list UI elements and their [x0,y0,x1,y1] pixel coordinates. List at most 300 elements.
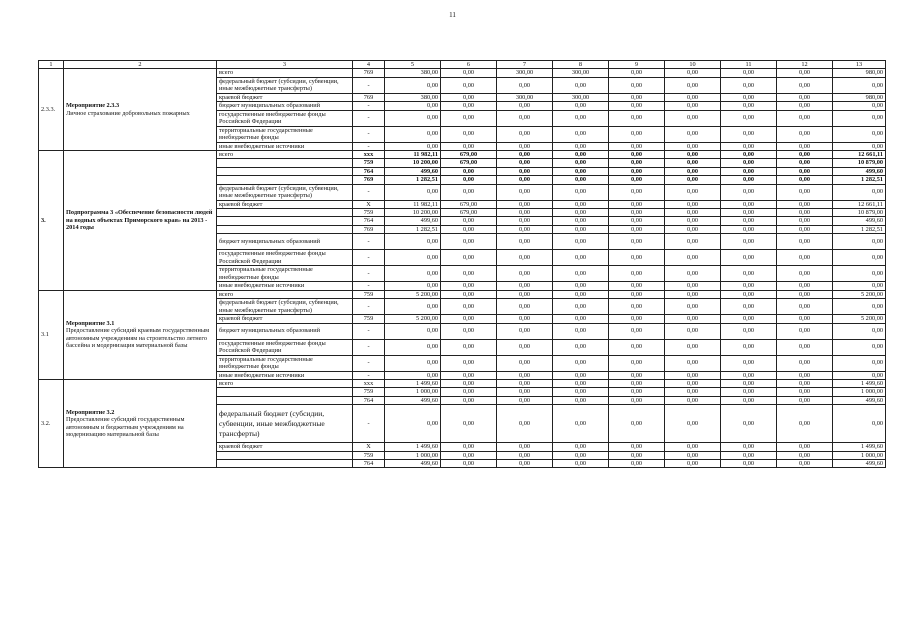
funding-source: государственные внебюджетные фонды Российской Федерации [217,110,353,126]
amount-cell: 0,00 [609,217,665,225]
header-row [39,61,886,69]
amount-cell: 499,60 [833,217,886,225]
column-number: 13 [833,61,886,69]
amount-cell: 1 282,51 [385,225,441,233]
amount-cell: 0,00 [385,184,441,200]
funding-source: иные внебюджетные источники [217,282,353,290]
budget-code: 759 [353,290,385,298]
budget-code: - [353,371,385,379]
budget-code: - [353,142,385,150]
amount-cell: 0,00 [665,200,721,208]
funding-source: федеральный бюджет (субсидии, субвенции, иные межбюджетные трансферты) [217,405,353,443]
item-title: Мероприятие 3.2 [66,408,115,416]
amount-cell: 0,00 [777,290,833,298]
amount-cell: 0,00 [665,225,721,233]
amount-cell: 0,00 [553,77,609,93]
funding-source: иные внебюджетные источники [217,371,353,379]
budget-code: 759 [353,209,385,217]
amount-cell: 1 499,60 [385,443,441,451]
amount-cell: 0,00 [609,459,665,467]
amount-cell: 1 282,51 [833,176,886,184]
amount-cell: 0,00 [609,379,665,387]
column-number: 6 [441,61,497,69]
amount-cell: 0,00 [777,371,833,379]
item-number: 3. [39,151,64,291]
amount-cell: 0,00 [553,234,609,250]
amount-cell: 300,00 [497,93,553,101]
amount-cell: 300,00 [553,93,609,101]
amount-cell: 0,00 [665,217,721,225]
amount-cell: 0,00 [553,225,609,233]
amount-cell: 0,00 [777,200,833,208]
amount-cell: 0,00 [553,126,609,142]
amount-cell: 12 661,11 [833,151,886,159]
amount-cell: 0,00 [497,159,553,167]
amount-cell: 0,00 [609,159,665,167]
amount-cell: 0,00 [441,371,497,379]
amount-cell: 0,00 [553,217,609,225]
funding-source: федеральный бюджет (субсидии, субвенции, иные межбюджетные трансферты) [217,299,353,315]
amount-cell: 0,00 [833,339,886,355]
amount-cell: 0,00 [721,159,777,167]
amount-cell: 12 661,11 [833,200,886,208]
amount-cell: 0,00 [721,93,777,101]
amount-cell: 0,00 [553,110,609,126]
amount-cell: 0,00 [721,299,777,315]
amount-cell: 0,00 [497,142,553,150]
amount-cell: 679,00 [441,159,497,167]
amount-cell: 0,00 [777,142,833,150]
amount-cell: 0,00 [609,451,665,459]
amount-cell: 0,00 [553,371,609,379]
amount-cell: 0,00 [441,225,497,233]
amount-cell: 0,00 [721,126,777,142]
column-number: 1 [39,61,64,69]
amount-cell: 0,00 [385,282,441,290]
amount-cell: 0,00 [609,209,665,217]
amount-cell: 0,00 [777,69,833,77]
amount-cell: 10 200,00 [385,209,441,217]
amount-cell: 0,00 [833,234,886,250]
amount-cell: 10 200,00 [385,159,441,167]
amount-cell: 0,00 [497,323,553,339]
column-number: 5 [385,61,441,69]
amount-cell: 0,00 [553,379,609,387]
amount-cell: 0,00 [833,282,886,290]
amount-cell: 1 000,00 [385,451,441,459]
amount-cell: 0,00 [497,250,553,266]
amount-cell: 0,00 [441,282,497,290]
amount-cell: 0,00 [721,176,777,184]
amount-cell: 499,60 [833,459,886,467]
item-description: Личное страхование добровольных пожарных [66,109,190,117]
amount-cell: 0,00 [665,234,721,250]
amount-cell: 0,00 [777,110,833,126]
amount-cell: 0,00 [385,323,441,339]
amount-cell: 0,00 [385,77,441,93]
table-row [39,69,886,77]
amount-cell: 0,00 [609,405,665,443]
amount-cell: 0,00 [441,234,497,250]
amount-cell: 0,00 [441,176,497,184]
budget-code: - [353,299,385,315]
funding-source [217,209,353,217]
amount-cell: 0,00 [777,339,833,355]
amount-cell: 0,00 [665,167,721,175]
amount-cell: 0,00 [665,93,721,101]
amount-cell: 0,00 [721,396,777,404]
amount-cell: 0,00 [721,102,777,110]
funding-source [217,176,353,184]
amount-cell: 0,00 [553,388,609,396]
amount-cell: 0,00 [441,110,497,126]
column-number: 11 [721,61,777,69]
amount-cell: 0,00 [553,250,609,266]
amount-cell: 0,00 [721,266,777,282]
column-number: 7 [497,61,553,69]
amount-cell: 0,00 [497,299,553,315]
amount-cell: 1 282,51 [833,225,886,233]
amount-cell: 0,00 [609,396,665,404]
funding-source: всего [217,151,353,159]
amount-cell: 0,00 [833,250,886,266]
amount-cell: 0,00 [609,250,665,266]
amount-cell: 0,00 [721,200,777,208]
funding-source: всего [217,69,353,77]
amount-cell: 0,00 [721,142,777,150]
amount-cell: 0,00 [665,388,721,396]
amount-cell: 0,00 [721,110,777,126]
amount-cell: 0,00 [609,339,665,355]
amount-cell: 0,00 [553,176,609,184]
amount-cell: 0,00 [441,217,497,225]
amount-cell: 0,00 [721,69,777,77]
amount-cell: 499,60 [385,396,441,404]
amount-cell: 0,00 [721,225,777,233]
budget-code: - [353,102,385,110]
item-number: 3.1 [39,290,64,379]
amount-cell: 1 000,00 [833,451,886,459]
amount-cell: 0,00 [441,142,497,150]
amount-cell: 0,00 [497,451,553,459]
budget-code: - [353,234,385,250]
amount-cell: 0,00 [609,93,665,101]
amount-cell: 0,00 [385,266,441,282]
amount-cell: 0,00 [497,290,553,298]
amount-cell: 0,00 [721,405,777,443]
amount-cell: 0,00 [609,184,665,200]
funding-source [217,159,353,167]
funding-source [217,225,353,233]
amount-cell: 0,00 [385,371,441,379]
amount-cell: 0,00 [497,102,553,110]
amount-cell: 0,00 [665,451,721,459]
amount-cell: 0,00 [665,459,721,467]
amount-cell: 0,00 [721,379,777,387]
budget-code: - [353,405,385,443]
budget-code: xxx [353,379,385,387]
amount-cell: 0,00 [553,451,609,459]
amount-cell: 0,00 [609,110,665,126]
amount-cell: 0,00 [441,443,497,451]
amount-cell: 0,00 [721,388,777,396]
amount-cell: 0,00 [497,217,553,225]
amount-cell: 0,00 [441,250,497,266]
funding-source: бюджет муниципальных образований [217,234,353,250]
amount-cell: 0,00 [385,126,441,142]
amount-cell: 0,00 [553,290,609,298]
amount-cell: 0,00 [665,282,721,290]
column-number: 2 [64,61,217,69]
amount-cell: 1 282,51 [385,176,441,184]
item-description: Предоставление субсидий государственным автономным и бюджетным учреждениям на модернизацию материальной базы [66,416,185,439]
amount-cell: 0,00 [441,396,497,404]
amount-cell: 0,00 [441,459,497,467]
amount-cell: 0,00 [665,110,721,126]
budget-code: 769 [353,176,385,184]
amount-cell: 0,00 [777,93,833,101]
amount-cell: 0,00 [553,443,609,451]
amount-cell: 0,00 [609,234,665,250]
budget-code: 759 [353,388,385,396]
item-number: 3.2. [39,379,64,467]
amount-cell: 0,00 [553,167,609,175]
amount-cell: 0,00 [665,142,721,150]
amount-cell: 0,00 [385,405,441,443]
amount-cell: 10 879,00 [833,209,886,217]
amount-cell: 0,00 [441,315,497,323]
amount-cell: 0,00 [441,77,497,93]
amount-cell: 5 200,00 [385,290,441,298]
amount-cell: 5 200,00 [833,290,886,298]
funding-source [217,167,353,175]
amount-cell: 0,00 [665,77,721,93]
amount-cell: 0,00 [441,167,497,175]
amount-cell: 0,00 [441,299,497,315]
amount-cell: 0,00 [441,405,497,443]
amount-cell: 0,00 [441,69,497,77]
amount-cell: 0,00 [777,250,833,266]
amount-cell: 0,00 [385,102,441,110]
item-title: Мероприятие 3.1 [66,319,115,327]
amount-cell: 0,00 [553,282,609,290]
item-title: Мероприятие 2.3.3 [66,102,120,110]
amount-cell: 0,00 [833,102,886,110]
amount-cell: 0,00 [665,290,721,298]
amount-cell: 0,00 [441,126,497,142]
amount-cell: 0,00 [609,323,665,339]
amount-cell: 0,00 [553,299,609,315]
amount-cell: 0,00 [553,151,609,159]
budget-code: 759 [353,315,385,323]
amount-cell: 0,00 [441,355,497,371]
budget-code: 769 [353,69,385,77]
amount-cell: 0,00 [665,299,721,315]
amount-cell: 0,00 [553,184,609,200]
budget-code: 764 [353,167,385,175]
amount-cell: 0,00 [385,299,441,315]
amount-cell: 0,00 [497,110,553,126]
amount-cell: 0,00 [665,209,721,217]
funding-source [217,388,353,396]
amount-cell: 0,00 [721,339,777,355]
amount-cell: 499,60 [833,396,886,404]
budget-code: 769 [353,93,385,101]
budget-code: 764 [353,396,385,404]
amount-cell: 0,00 [553,355,609,371]
amount-cell: 0,00 [721,184,777,200]
amount-cell: 0,00 [385,355,441,371]
amount-cell: 11 982,11 [385,151,441,159]
amount-cell: 0,00 [609,299,665,315]
amount-cell: 0,00 [777,225,833,233]
amount-cell: 1 499,60 [833,443,886,451]
amount-cell: 1 499,60 [385,379,441,387]
amount-cell: 0,00 [553,315,609,323]
funding-source: иные внебюджетные источники [217,142,353,150]
page-number: 11 [449,11,456,19]
funding-source: краевой бюджет [217,443,353,451]
amount-cell: 0,00 [777,176,833,184]
amount-cell: 0,00 [777,77,833,93]
amount-cell: 0,00 [441,388,497,396]
amount-cell: 0,00 [665,184,721,200]
amount-cell: 0,00 [777,234,833,250]
amount-cell: 0,00 [497,339,553,355]
amount-cell: 0,00 [777,405,833,443]
amount-cell: 499,60 [385,167,441,175]
funding-source [217,451,353,459]
amount-cell: 0,00 [777,323,833,339]
amount-cell: 0,00 [665,266,721,282]
amount-cell: 0,00 [609,69,665,77]
amount-cell: 0,00 [777,167,833,175]
item-title: Подпрограмма 3 «Обеспечение безопасности людей на водных объектах Приморского края» на 2013 - 2014 годы [66,209,213,232]
funding-source [217,459,353,467]
amount-cell: 0,00 [609,225,665,233]
amount-cell: 0,00 [665,102,721,110]
funding-source: бюджет муниципальных образований [217,323,353,339]
amount-cell: 0,00 [777,184,833,200]
amount-cell: 0,00 [553,200,609,208]
amount-cell: 0,00 [777,355,833,371]
amount-cell: 300,00 [497,69,553,77]
budget-code: - [353,250,385,266]
amount-cell: 0,00 [833,266,886,282]
table-row [39,379,886,387]
amount-cell: 0,00 [553,339,609,355]
amount-cell: 0,00 [497,459,553,467]
amount-cell: 980,00 [833,69,886,77]
amount-cell: 0,00 [833,323,886,339]
amount-cell: 1 000,00 [833,388,886,396]
funding-source: всего [217,290,353,298]
amount-cell: 0,00 [441,266,497,282]
amount-cell: 0,00 [497,379,553,387]
amount-cell: 0,00 [553,159,609,167]
budget-code: - [353,126,385,142]
item-description: Предоставление субсидий краевым государственным автономным учреждениям на строительство летнего бассейна и модернизация материальной базы [66,327,210,350]
amount-cell: 0,00 [497,77,553,93]
amount-cell: 5 200,00 [385,315,441,323]
item-title-cell [64,290,217,379]
amount-cell: 0,00 [441,339,497,355]
amount-cell: 0,00 [609,102,665,110]
amount-cell: 499,60 [385,459,441,467]
amount-cell: 0,00 [721,209,777,217]
item-title-cell [64,69,217,151]
amount-cell: 1 499,60 [833,379,886,387]
amount-cell: 0,00 [833,299,886,315]
amount-cell: 0,00 [665,379,721,387]
amount-cell: 0,00 [777,379,833,387]
amount-cell: 0,00 [497,443,553,451]
item-number: 2.3.3. [39,69,64,151]
amount-cell: 0,00 [721,234,777,250]
amount-cell: 0,00 [833,405,886,443]
amount-cell: 0,00 [665,355,721,371]
budget-code: 764 [353,217,385,225]
amount-cell: 679,00 [441,209,497,217]
amount-cell: 0,00 [553,459,609,467]
amount-cell: 0,00 [721,77,777,93]
amount-cell: 0,00 [777,217,833,225]
budget-code: - [353,110,385,126]
amount-cell: 0,00 [497,315,553,323]
budget-code: - [353,355,385,371]
amount-cell: 0,00 [777,459,833,467]
amount-cell: 0,00 [833,184,886,200]
amount-cell: 0,00 [553,142,609,150]
amount-cell: 0,00 [385,110,441,126]
amount-cell: 0,00 [777,266,833,282]
amount-cell: 0,00 [665,151,721,159]
amount-cell: 0,00 [553,396,609,404]
amount-cell: 0,00 [441,93,497,101]
amount-cell: 0,00 [833,355,886,371]
amount-cell: 0,00 [777,443,833,451]
amount-cell: 0,00 [721,323,777,339]
amount-cell: 0,00 [721,355,777,371]
amount-cell: 0,00 [665,371,721,379]
amount-cell: 0,00 [665,443,721,451]
amount-cell: 0,00 [721,443,777,451]
amount-cell: 0,00 [721,459,777,467]
amount-cell: 0,00 [385,250,441,266]
amount-cell: 499,60 [833,167,886,175]
amount-cell: 0,00 [609,151,665,159]
budget-code: - [353,282,385,290]
amount-cell: 0,00 [609,290,665,298]
amount-cell: 0,00 [777,209,833,217]
amount-cell: 0,00 [665,323,721,339]
amount-cell: 0,00 [609,371,665,379]
amount-cell: 0,00 [721,282,777,290]
amount-cell: 0,00 [609,200,665,208]
amount-cell: 0,00 [777,388,833,396]
budget-code: 759 [353,159,385,167]
amount-cell: 0,00 [777,102,833,110]
funding-source: государственные внебюджетные фонды Российской Федерации [217,339,353,355]
amount-cell: 0,00 [497,234,553,250]
budget-code: X [353,443,385,451]
amount-cell: 1 000,00 [385,388,441,396]
amount-cell: 0,00 [833,110,886,126]
amount-cell: 380,00 [385,93,441,101]
amount-cell: 0,00 [553,405,609,443]
amount-cell: 0,00 [441,451,497,459]
amount-cell: 0,00 [777,159,833,167]
